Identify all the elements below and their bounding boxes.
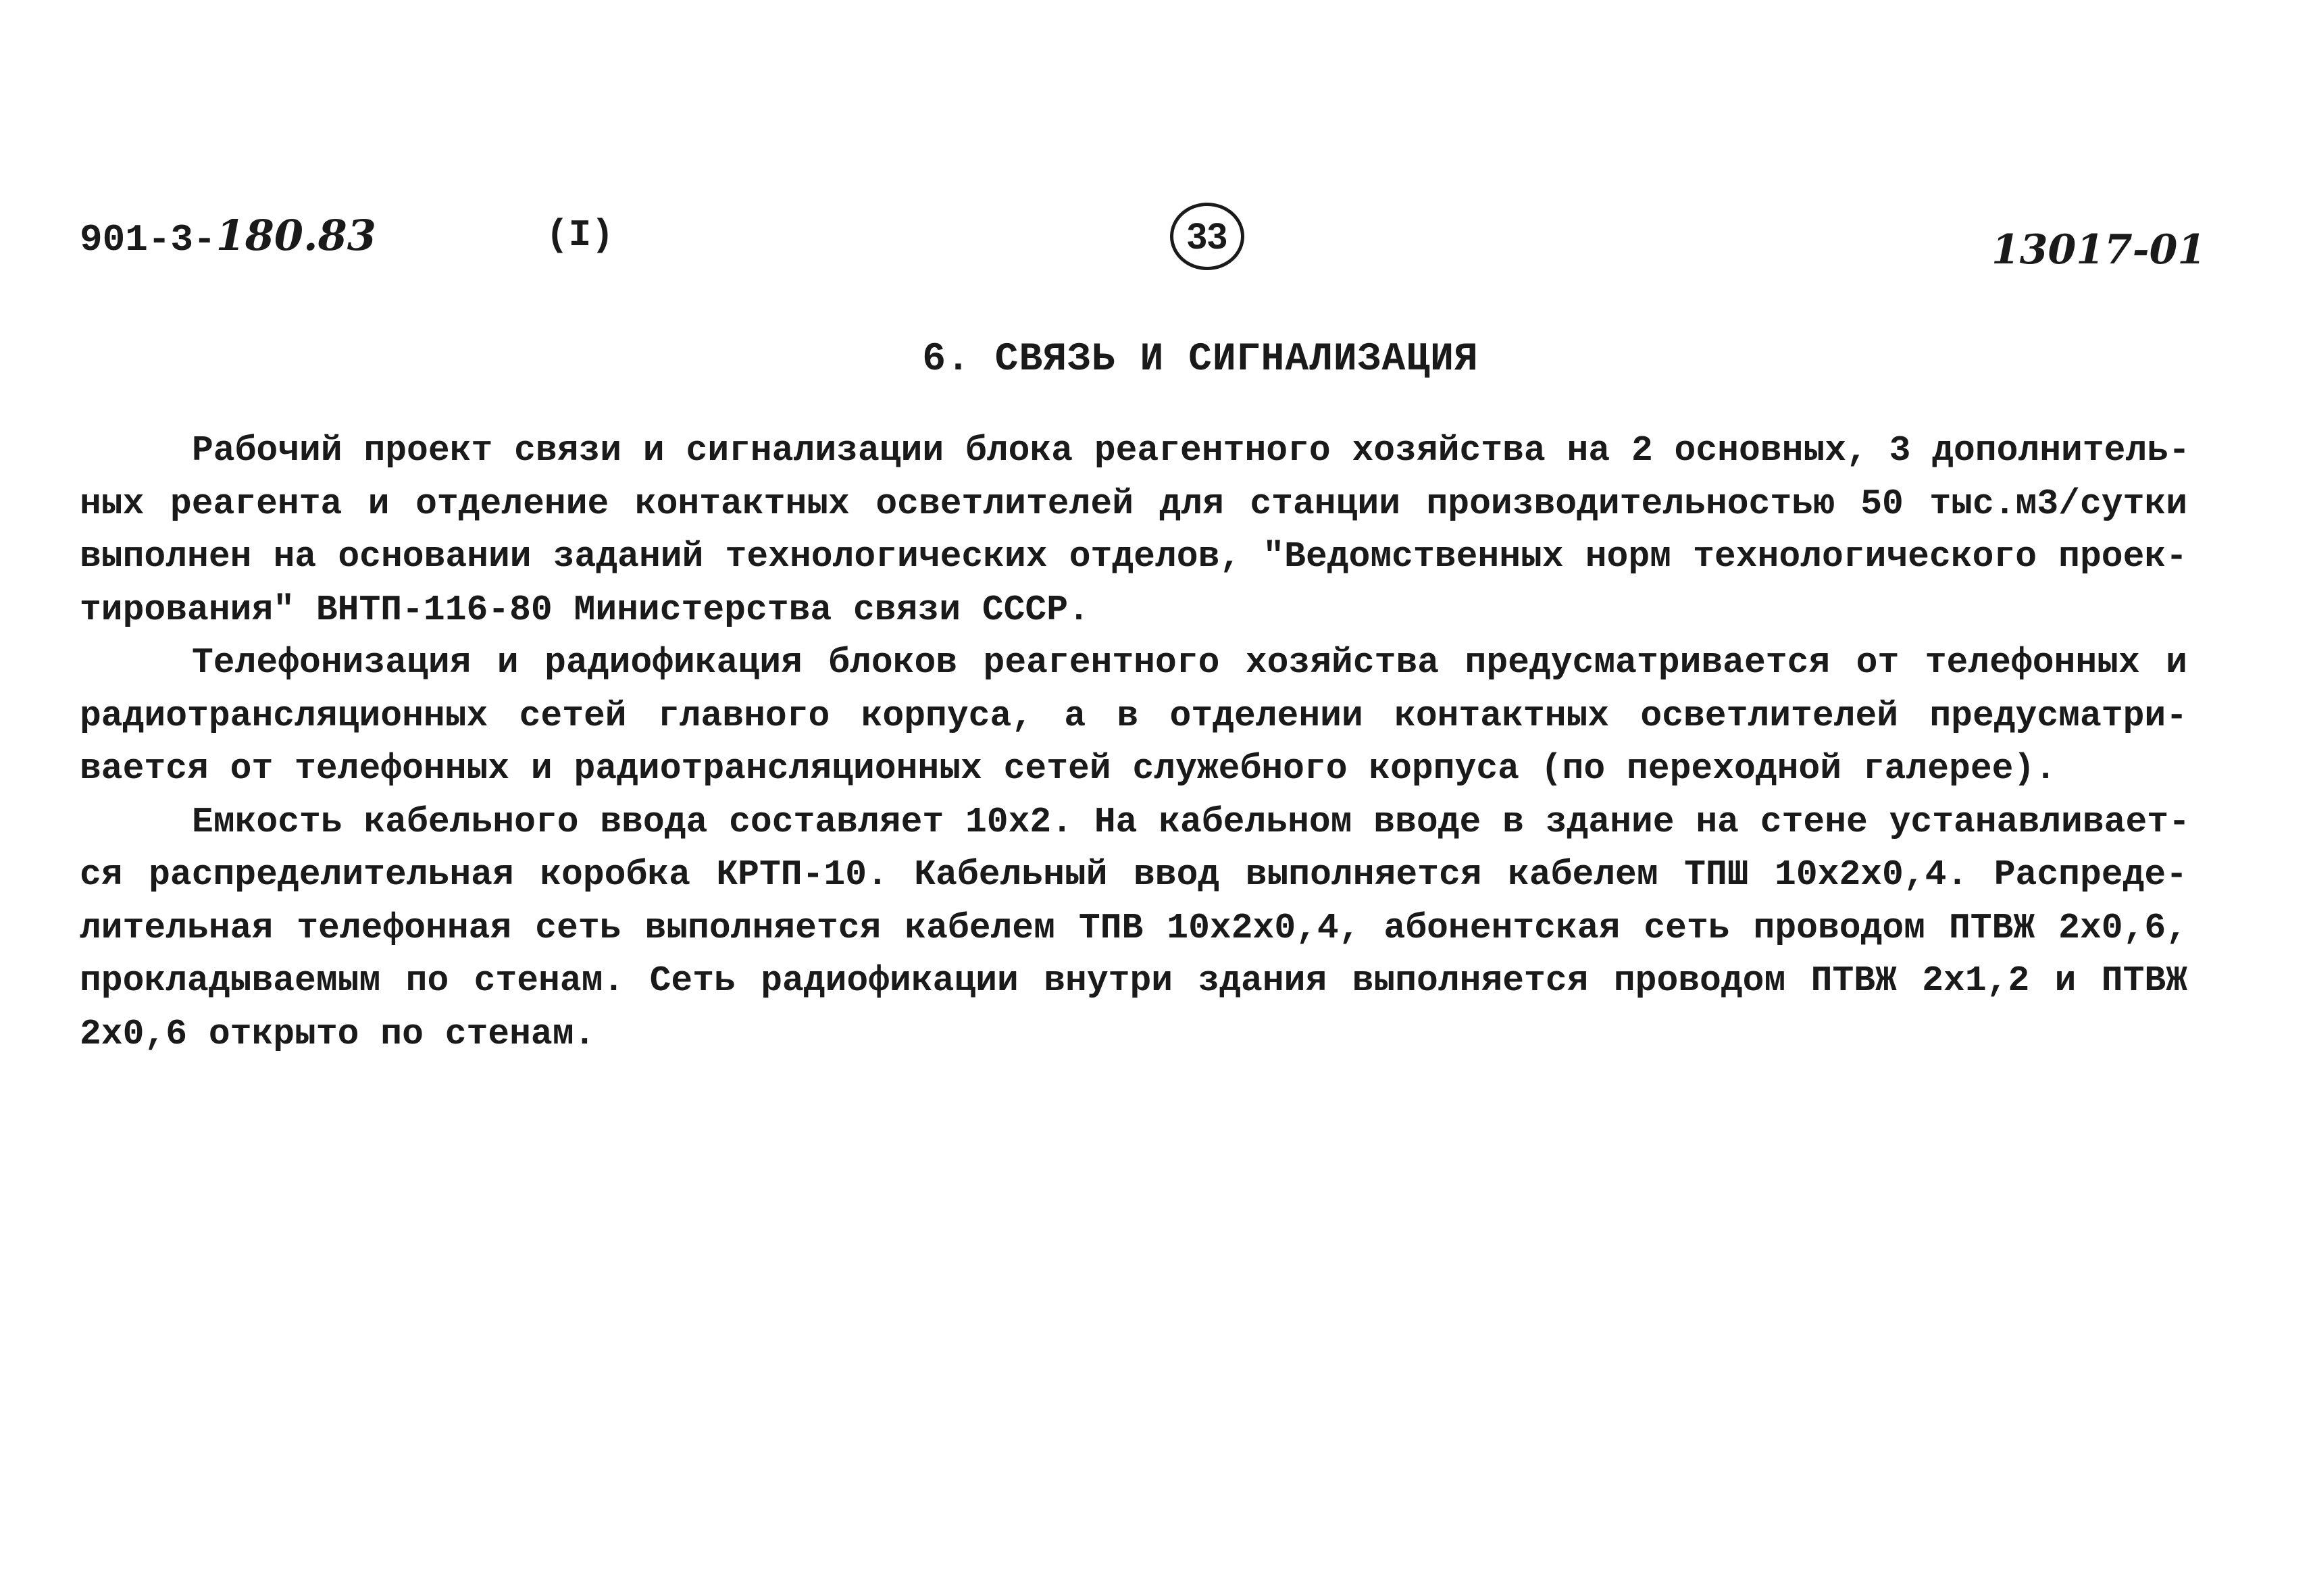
- text-line: ных реагента и отделение контактных осветлителей для станции производительностью 50 тыс.м3/сутки: [80, 483, 2187, 524]
- page-number: 33: [1186, 216, 1228, 257]
- document-code-handwritten: 180.83: [215, 211, 376, 260]
- text-line: радиотрансляционных сетей главного корпуса, а в отделении контактных осветлителей предусматри-: [80, 695, 2187, 736]
- text-line: лительная телефонная сеть выполняется кабелем ТПВ 10х2х0,4, абонентская сеть проводом ПТВЖ 2х0,6,: [80, 907, 2187, 948]
- text-line: вается от телефонных и радиотрансляционных сетей служебного корпуса (по переходной галерее).: [80, 748, 2057, 789]
- text-line: прокладываемым по стенам. Сеть радиофикации внутри здания выполняется проводом ПТВЖ 2х1,2 и ПТВЖ: [80, 960, 2187, 1001]
- section-title: 6. СВЯЗЬ И СИГНАЛИЗАЦИЯ: [922, 338, 1479, 382]
- text-line: 2х0,6 открыто по стенам.: [80, 1013, 596, 1054]
- text-line: Емкость кабельного ввода составляет 10х2. На кабельном вводе в здание на стене устанавливает-: [192, 801, 2190, 842]
- document-code-typed: 901-3-: [80, 218, 216, 261]
- archive-number: 13017-01: [1991, 226, 2206, 274]
- part-number: (I): [546, 213, 614, 257]
- body-text: [80, 424, 2190, 1060]
- text-line: Рабочий проект связи и сигнализации блока реагентного хозяйства на 2 основных, 3 дополнитель-: [192, 430, 2190, 471]
- text-line: ся распределительная коробка КРТП-10. Кабельный ввод выполняется кабелем ТПШ 10х2х0,4. Распреде-: [80, 854, 2187, 895]
- text-line: Телефонизация и радиофикация блоков реагентного хозяйства предусматривается от телефонных и: [192, 642, 2187, 683]
- document-code: [80, 211, 376, 261]
- page-number-circle: [1170, 203, 1244, 270]
- text-line: выполнен на основании заданий технологических отделов, "Ведомственных норм технологического проек-: [80, 536, 2187, 577]
- text-line: тирования" ВНТП-116-80 Министерства связи СССР.: [80, 589, 1090, 630]
